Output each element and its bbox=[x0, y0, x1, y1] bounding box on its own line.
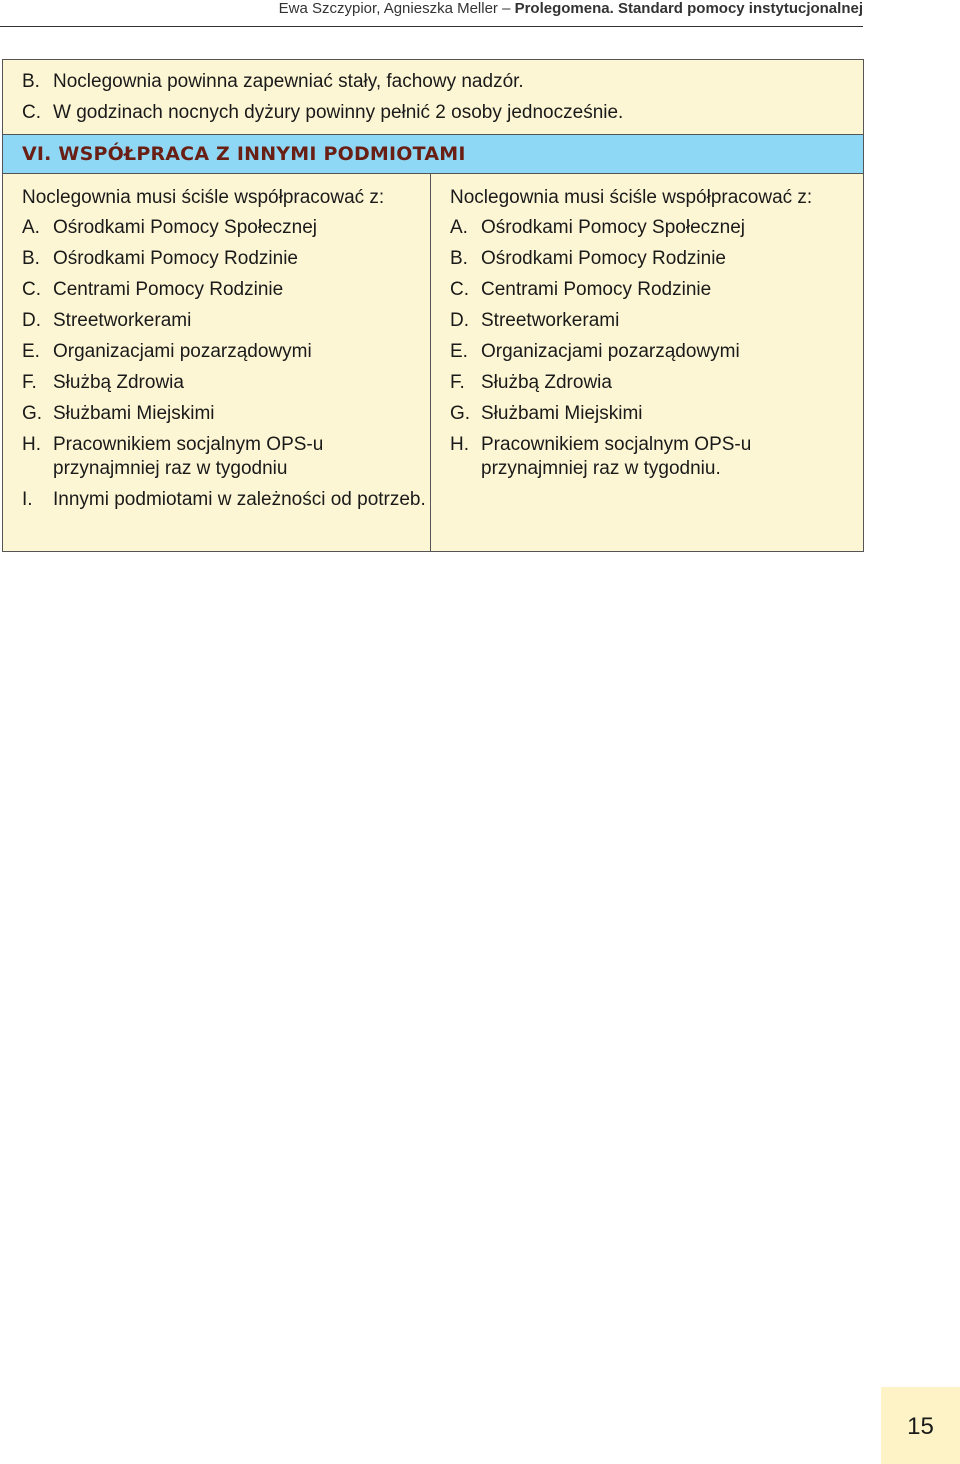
page-number: 15 bbox=[907, 1413, 934, 1440]
item-text: W godzinach nocnych dyżury powinny pełnić 2 osoby jednocześnie. bbox=[53, 102, 624, 123]
item-text: Centrami Pomocy Rodzinie bbox=[53, 279, 284, 300]
item-letter: B. bbox=[22, 248, 40, 269]
list-item bbox=[450, 430, 860, 485]
two-column-table bbox=[3, 174, 863, 551]
item-letter: D. bbox=[22, 310, 41, 331]
section-heading: VI. WSPÓŁPRACA Z INNYMI PODMIOTAMI bbox=[3, 134, 863, 174]
list-item bbox=[22, 368, 430, 399]
item-letter: F. bbox=[22, 372, 37, 393]
item-text: Służbą Zdrowia bbox=[481, 372, 612, 393]
item-text: Innymi podmiotami w zależności od potrzeb. bbox=[53, 489, 426, 510]
item-letter: D. bbox=[450, 310, 469, 331]
item-text: Służbami Miejskimi bbox=[53, 403, 215, 424]
left-column bbox=[3, 174, 431, 551]
item-letter: E. bbox=[22, 341, 40, 362]
item-letter: H. bbox=[22, 434, 41, 455]
item-letter: C. bbox=[22, 279, 41, 300]
item-text: Służbami Miejskimi bbox=[481, 403, 643, 424]
header-authors: Ewa Szczypior, Agnieszka Meller – bbox=[278, 0, 515, 17]
list-item bbox=[22, 213, 430, 244]
left-column-intro: Noclegownia musi ściśle współpracować z: bbox=[22, 187, 385, 208]
item-text: Ośrodkami Pomocy Rodzinie bbox=[53, 248, 298, 269]
item-text: Ośrodkami Pomocy Społecznej bbox=[481, 217, 745, 238]
item-letter: G. bbox=[22, 403, 43, 424]
item-text: Streetworkerami bbox=[481, 310, 620, 331]
item-letter: A. bbox=[22, 217, 40, 238]
list-item bbox=[450, 368, 860, 399]
item-letter: B. bbox=[22, 71, 40, 92]
list-item bbox=[22, 399, 430, 430]
right-column-intro: Noclegownia musi ściśle współpracować z: bbox=[450, 187, 813, 208]
list-item bbox=[450, 337, 860, 368]
list-item bbox=[22, 244, 430, 275]
content-box bbox=[2, 59, 864, 552]
list-item bbox=[450, 275, 860, 306]
item-text: Ośrodkami Pomocy Społecznej bbox=[53, 217, 317, 238]
list-item bbox=[22, 485, 430, 516]
item-text: Służbą Zdrowia bbox=[53, 372, 184, 393]
item-letter: H. bbox=[450, 434, 469, 455]
header-title: Prolegomena. Standard pomocy instytucjonalnej bbox=[514, 0, 863, 17]
item-text: Noclegownia powinna zapewniać stały, fachowy nadzór. bbox=[53, 71, 524, 92]
list-item bbox=[22, 430, 430, 485]
item-letter: E. bbox=[450, 341, 468, 362]
running-header bbox=[0, 0, 863, 27]
item-letter: B. bbox=[450, 248, 468, 269]
list-item bbox=[22, 66, 863, 97]
item-letter: I. bbox=[22, 489, 33, 510]
item-text: Organizacjami pozarządowymi bbox=[481, 341, 740, 362]
item-text: Streetworkerami bbox=[53, 310, 192, 331]
item-text: Pracownikiem socjalnym OPS-u przynajmniej raz w tygodniu. bbox=[481, 434, 752, 479]
list-item bbox=[450, 213, 860, 244]
list-item bbox=[450, 306, 860, 337]
item-letter: G. bbox=[450, 403, 471, 424]
item-text: Organizacjami pozarządowymi bbox=[53, 341, 312, 362]
list-item bbox=[22, 275, 430, 306]
list-item bbox=[450, 399, 860, 430]
item-text: Ośrodkami Pomocy Rodzinie bbox=[481, 248, 726, 269]
item-letter: C. bbox=[450, 279, 469, 300]
item-letter: A. bbox=[450, 217, 468, 238]
item-text: Centrami Pomocy Rodzinie bbox=[481, 279, 712, 300]
right-column bbox=[431, 174, 860, 551]
page-number-box bbox=[881, 1387, 960, 1464]
item-letter: C. bbox=[22, 102, 41, 123]
list-item bbox=[22, 306, 430, 337]
item-letter: F. bbox=[450, 372, 465, 393]
item-text: Pracownikiem socjalnym OPS-u przynajmniej raz w tygodniu bbox=[53, 434, 324, 479]
top-rows bbox=[3, 60, 863, 134]
list-item bbox=[450, 244, 860, 275]
list-item bbox=[22, 337, 430, 368]
list-item bbox=[22, 97, 863, 128]
